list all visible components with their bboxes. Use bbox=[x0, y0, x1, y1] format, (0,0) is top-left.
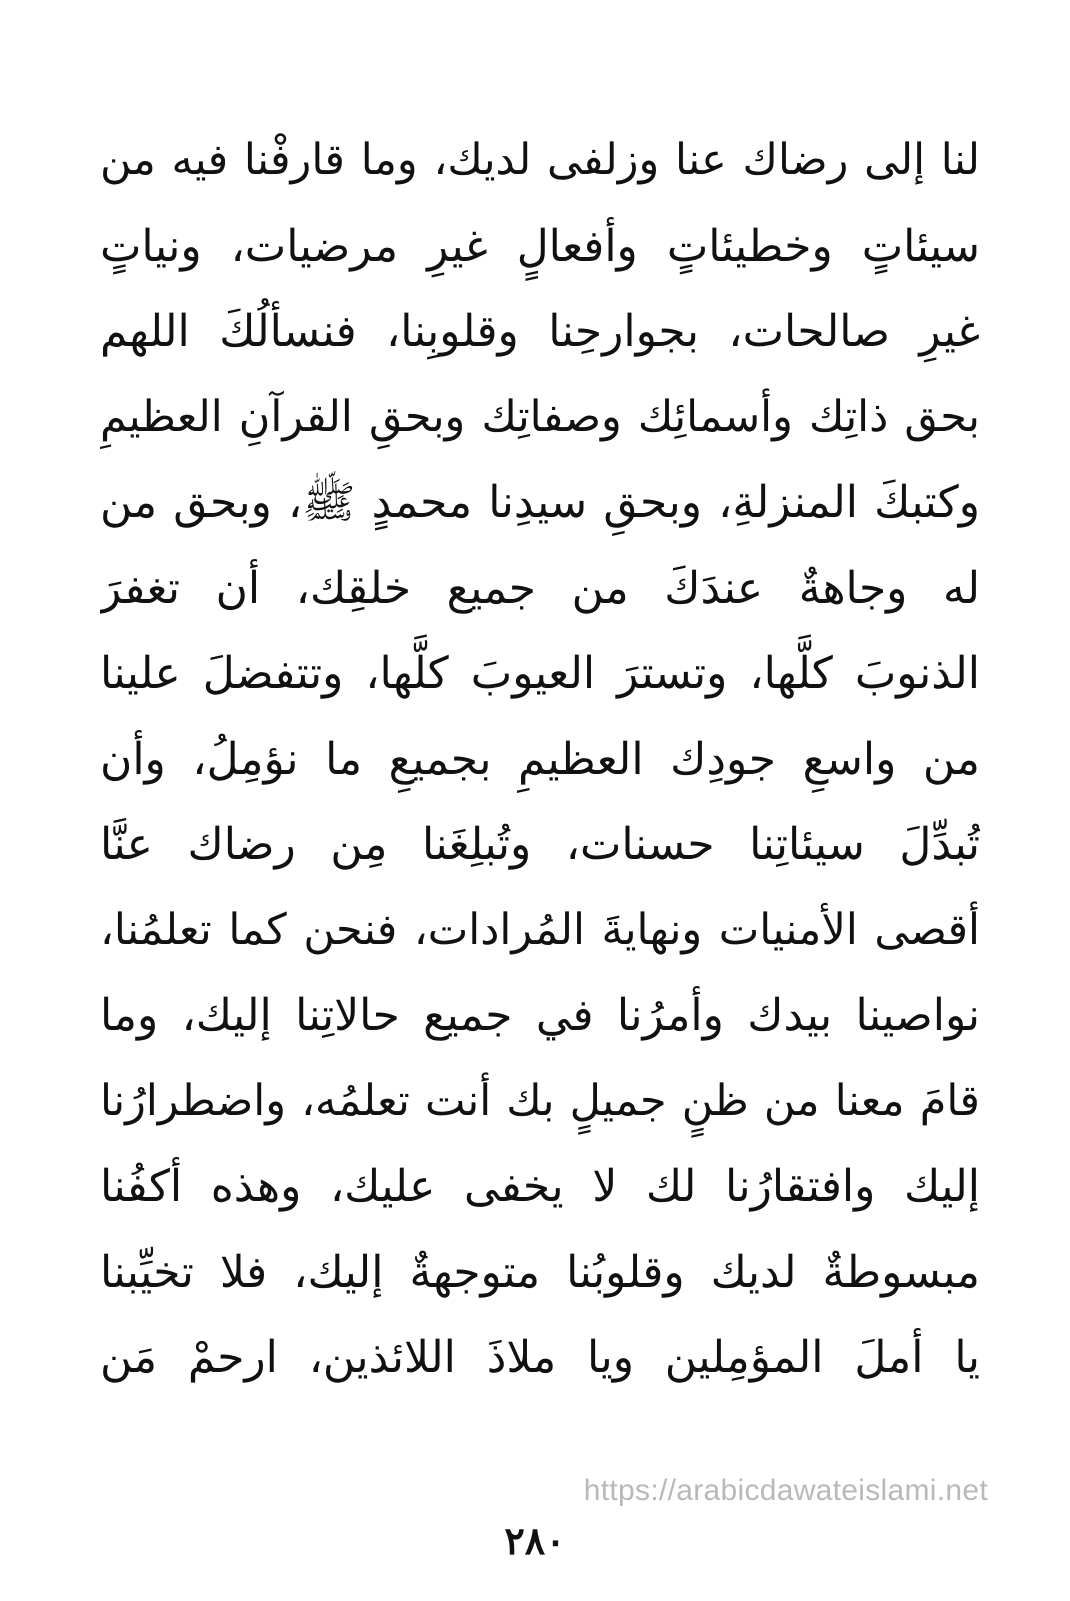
page-number: ٢٨٠ bbox=[504, 1518, 566, 1563]
text-line: قامَ معنا من ظنٍ جميلٍ بك أنت تعلمُه، واضطرارُنا bbox=[100, 1075, 980, 1126]
text-line: سيئاتٍ وخطيئاتٍ وأفعالٍ غيرِ مرضيات، ونياتٍ bbox=[100, 220, 980, 272]
text-line: من واسعِ جودِك العظيمِ بجميعِ ما نؤمِلُ، وأن bbox=[100, 733, 980, 785]
text-line: أقصى الأمنيات ونهايةَ المُرادات، فنحن كما تعلمُنا، bbox=[100, 904, 980, 955]
text-line: مبسوطةٌ لديك وقلوبُنا متوجهةٌ إليك، فلا تخيِّبنا bbox=[100, 1246, 980, 1298]
text-line: له وجاهةٌ عندَكَ من جميع خلقِك، أن تغفرَ bbox=[100, 562, 980, 614]
text-line: وكتبكَ المنزلةِ، وبحقِ سيدِنا محمدٍ ﷺ، وبحق من bbox=[100, 477, 980, 528]
text-line: إليك وافتقارُنا لك لا يخفى عليك، وهذه أكفُنا bbox=[100, 1161, 980, 1212]
text-line: غيرِ صالحات، بجوارحِنا وقلوبِنا، فنسألُكَ اللهم bbox=[100, 306, 980, 357]
text-line: تُبدِّلَ سيئاتِنا حسنات، وتُبلِغَنا مِن رضاك عنَّا bbox=[100, 819, 980, 870]
text-line: لنا إلى رضاك عنا وزلفى لديك، وما قارفْنا فيه من bbox=[100, 135, 980, 185]
text-line: نواصينا بيدك وأمرُنا في جميع حالاتِنا إليك، وما bbox=[100, 990, 980, 1041]
text-line: يا أملَ المؤمِلين ويا ملاذَ اللائذين، ارحمْ مَن bbox=[100, 1332, 980, 1383]
watermark-url: https://arabicdawateislami.net bbox=[583, 1474, 988, 1507]
body-text bbox=[100, 118, 980, 1401]
text-line: الذنوبَ كلَّها، وتسترَ العيوبَ كلَّها، وتتفضلَ علينا bbox=[100, 648, 980, 699]
text-line: بحق ذاتِك وأسمائِك وصفاتِك وبحقِ القرآنِ العظيمِ bbox=[100, 391, 980, 442]
